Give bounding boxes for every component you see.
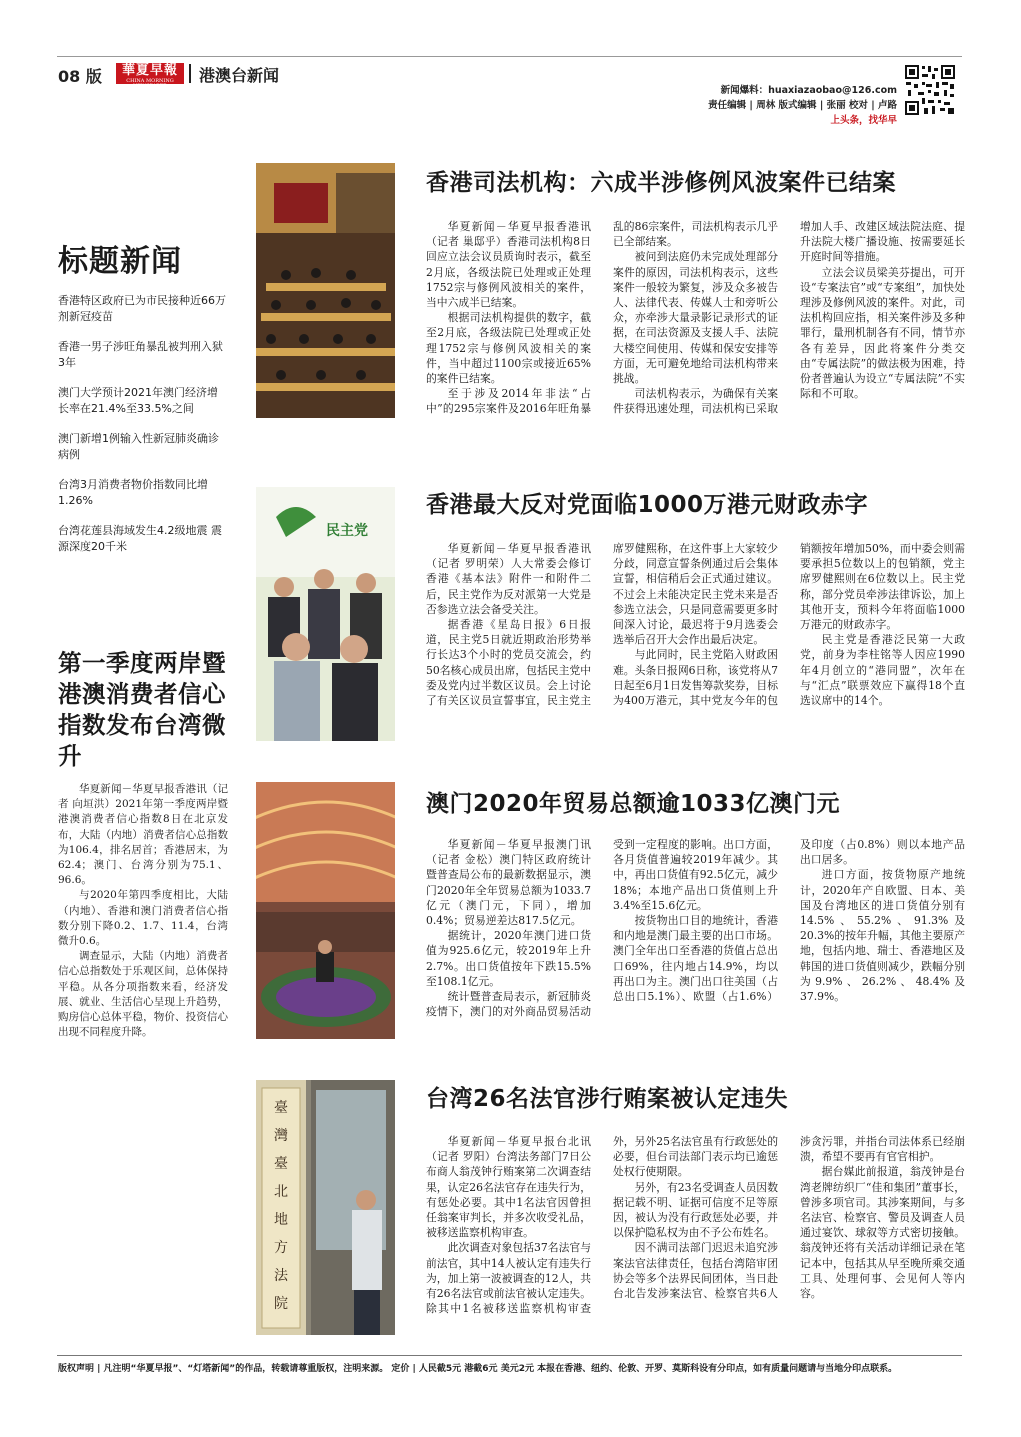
slogan: 上头条，找华早 <box>830 115 897 126</box>
editors-line: 责任编辑 | 周林 版式编辑 | 张丽 校对 | 卢路 <box>708 100 897 111</box>
logo-text: 華夏早報 <box>121 63 178 78</box>
paragraph: 与2020年第四季度相比，大陆（内地）、香港和澳门消费者信心指数分别下降0.2、1.7、11.4，台湾微升0.6。 <box>58 889 228 948</box>
paragraph: 另外，有23名受调查人员因数据记载不明、证据可信度不足等原因，被认为没有行政惩处必要，并以保护隐私权为由不予公布姓名。 <box>613 1180 778 1240</box>
headline-news-title: 标题新闻 <box>58 244 182 279</box>
paragraph: 调查显示，大陆（内地）消费者信心总指数处于乐观区间，总体保持平稳。从各分项指数来看，经济发展、就业、生活信心呈现上升趋势，购房信心总体平稳，物价、投资信心出现不同程度升降。 <box>58 950 228 1039</box>
paragraph: 进口方面，按货物原产地统计，2020年产自欧盟、日本、美国及台湾地区的进口货值分别有14.5%、55.2%、91.3%及20.3%的按年升幅，其他主要原产地，包括内地、瑞士、香港地区及韩国的进口货值则减少，跌幅分别为9.9%、26.2%、48.4%及37.9%。 <box>800 868 965 1004</box>
article-body <box>426 837 965 1052</box>
article-headline: 香港最大反对党面临1000万港元财政赤字 <box>426 492 869 518</box>
paragraph: 华夏新闻－华夏早报香港讯（记者 罗明荣）人大常委会修订香港《基本法》附件一和附件二后，民主党作为反对派第一大党是否参选立法会备受关注。 <box>426 542 591 616</box>
court-sign-char: 臺 <box>274 1100 288 1116</box>
feature-body <box>58 782 228 1040</box>
headline-news-list <box>58 293 228 569</box>
court-sign-char: 法 <box>274 1268 288 1284</box>
paragraph: 民主党是香港泛民第一大政党，前身为李柱铭等人因应1990年4月创立的“港同盟”，次年在与“汇点”联票效应下赢得18个直选议席中的14个。 <box>800 633 965 708</box>
qr-code-icon <box>904 64 956 116</box>
article-headline: 台湾26名法官涉行贿案被认定违失 <box>426 1086 789 1112</box>
court-sign-char: 北 <box>274 1184 288 1200</box>
masthead-info <box>708 83 897 128</box>
paragraph: 华夏新闻－华夏早报澳门讯（记者 金松）澳门特区政府统计暨普查局公布的最新数据显示，澳门2020年全年贸易总额为1033.7亿元（澳门元，下同），增加0.4%；贸易逆差达817.5亿元。 <box>426 838 591 928</box>
article-headline: 香港司法机构：六成半涉修例风波案件已结案 <box>426 170 896 196</box>
paragraph: 根据司法机构提供的数字，截至2月底，各级法院已处理或正处理1752宗与修例风波相关的案件，当中超过1100宗或接近65%的案件已结案。 <box>426 311 591 386</box>
footer-copyright: 版权声明 | 凡注明“华夏早报”、“灯塔新闻”的作品，转载请尊重版权，注明来源。 定价 | 人民截5元 港截6元 美元2元 本报在香港、纽约、伦敦、开罗、莫斯科设有分印点，如有质量问题请与当地分印点联系。 <box>58 1364 898 1374</box>
brief-item[interactable]: 台湾花莲县海域发生4.2级地震 震源深度20千米 <box>58 524 222 553</box>
casino-photo <box>256 782 395 1039</box>
paragraph: 按货物出口目的地统计，香港和内地是澳门最主要的出口市场。澳门全年出口至香港的货值占总出口69%，往内地占14.9%，均以再出口为主。澳门出口往美国（占总出口5.1%）、欧盟（占1.6%）及印度（占0.8%）则以本地产品出口居多。 <box>613 838 965 1004</box>
brief-item[interactable]: 香港特区政府已为市民接种近66万剂新冠疫苗 <box>58 294 226 323</box>
tip-line: 新闻爆料：huaxiazaobao@126.com <box>720 85 897 96</box>
brief-item[interactable]: 香港一男子涉旺角暴乱被判刑入狱3年 <box>58 340 223 369</box>
article-body <box>426 219 965 449</box>
top-rule <box>57 56 962 57</box>
court-sign-char: 臺 <box>274 1156 288 1172</box>
paragraph: 据统计，2020年澳门进口货值为925.6亿元，较2019年上升2.7%。出口货值按年下跌15.5%至108.1亿元。 <box>426 929 591 988</box>
article-body <box>426 1134 965 1349</box>
court-sign-char: 地 <box>274 1212 288 1228</box>
section-divider <box>189 64 191 83</box>
paragraph: 至于涉及2014年非法“占中”的295宗案件及2016年旺角暴乱的86宗案件，司法机构表示几乎已全部结案。 <box>426 220 778 416</box>
footer-rule <box>57 1355 962 1356</box>
feature-headline: 第一季度两岸暨港澳消费者信心指数发布台湾微升 <box>58 649 226 770</box>
paragraph: 华夏新闻－华夏早报台北讯（记者 罗阳）台湾法务部门7日公布商人翁茂钟行贿案第二次调查结果，认定26名法官存在违失行为，有惩处必要。其中1名法官因曾担任翁案审判长，并多次收受礼品，被移送监察机构审查。 <box>426 1135 591 1240</box>
brief-item[interactable]: 台湾3月消费者物价指数同比增1.26% <box>58 478 208 507</box>
newspaper-logo <box>116 63 184 89</box>
paragraph: 华夏新闻－华夏早报香港讯（记者 巢邸乎）香港司法机构8日回应立法会议员质询时表示，截至2月底，各级法院已处理或正处理1752宗与修例风波相关的案件，当中六成半已结案。 <box>426 220 591 310</box>
legco-chamber-photo <box>256 163 395 418</box>
paragraph: 因不满司法部门迟迟未追究涉案法官法律责任，包括台湾陪审团协会等多个法界民间团体，当日赴台北告发涉案法官、检察官共6人涉贪污罪，并指台司法体系已经崩溃，希望不要再有官官相护。 <box>613 1135 965 1301</box>
court-sign-char: 院 <box>274 1296 288 1312</box>
paragraph: 据香港《星岛日报》6日报道，民主党5日就近期政治形势举行长达3个小时的党员交流会，约50名核心成员出席，包括民主党中委及党内过半数区议员。会上讨论了有关区议员宣誓事宜，民主党主席罗健熙称，在这件事上大家较少分歧，同意宣誓条例通过后会集体宣誓，相信稍后会正式通过建议。不过会上未能决定民主党未来是否参选立法会，只是同意需要更多时间深入讨论，最迟将于9月选委会选举后召开大会作出最后决定。 <box>426 542 778 708</box>
democratic-party-photo <box>256 487 395 741</box>
paragraph: 司法机构表示，为确保有关案件获得迅速处理，司法机构已采取增加人手、改建区域法院法庭、提升法院大楼广播设施、按需要延长开庭时间等措施。 <box>613 220 965 416</box>
brief-item[interactable]: 澳门大学预计2021年澳门经济增长率在21.4%至33.5%之间 <box>58 386 218 415</box>
logo-subtext: CHINA MORNING NEWSPAPER <box>126 78 174 89</box>
paragraph: 统计暨普查局表示，新冠肺炎疫情下，澳门的对外商品贸易活动受到一定程度的影响。出口方面，各月货值普遍较2019年减少。其中，再出口货值有92.5亿元，减少18%；本地产品出口货值则上升3.4%至15.6亿元。 <box>426 838 778 1019</box>
brief-item[interactable]: 澳门新增1例输入性新冠肺炎确诊病例 <box>58 432 219 461</box>
paragraph: 与此同时，民主党陷入财政困难。头条日报网6日称，该党将从7日起至6月1日发售筹款奖券，目标为400万港元，其中党友今年的包销额按年增加50%，而中委会则需要承担5位数以上的包销额，党主席罗健熙则在6位数以上。民主党称，部分党员牵涉法律诉讼，加上其他开支，预料今年将面临1000万港元的财政赤字。 <box>613 542 965 708</box>
court-sign-char: 方 <box>274 1240 288 1256</box>
paragraph: 立法会议员梁美芬提出，可开设“专案法官”或“专案组”，加快处理涉及修例风波的案件。对此，司法机构回应指，相关案件涉及多种罪行，量刑机制各有不同，情节亦各有差异，因此将案件分类交由“专属法院”的做法极为困难，持份者普遍认为设立“专属法院”不实际和不可取。 <box>800 265 965 401</box>
paragraph: 华夏新闻－华夏早报香港讯（记者 向垣洪）2021年第一季度两岸暨港澳消费者信心指数8日在北京发布，大陆（内地）消费者信心总指数为106.4，排名居首；香港居末，为62.4；澳门、台湾分别为75.1、96.6。 <box>58 783 228 887</box>
paragraph: 据台媒此前报道，翁茂钟是台湾老牌纺织厂“佳和集团”董事长，曾涉多项官司。其涉案期间，与多名法官、检察官、警员及调查人员通过宴饮、球叙等方式密切接触。翁茂钟还将有关活动详细记录在笔记本中，包括其从早至晚所乘交通工具、处理何事、会见何人等内容。 <box>800 1165 965 1301</box>
paragraph: 此次调查对象包括37名法官与前法官，其中14人被认定有违失行为，加上第一波被调查的12人，共有26名法官或前法官被认定违失。除其中1名被移送监察机构审查外，另外25名法官虽有行政惩处的必要，但台司法部门表示均已逾惩处权行使期限。 <box>426 1135 778 1316</box>
article-headline: 澳门2020年贸易总额逾1033亿澳门元 <box>426 791 841 817</box>
taipei-court-photo <box>256 1080 395 1335</box>
page-number: 08 版 <box>58 67 102 86</box>
party-sign-text: 民主党 <box>326 523 368 539</box>
paragraph: 被问到法庭仍未完成处理部分案件的原因，司法机构表示，这些案件一般较为繁复，涉及众多被告人、法律代表、传媒人士和旁听公众，亦牵涉大量录影记录形式的证据，在司法资源及支援人手、法院大楼空间使用、传媒和保安安排等方面，无可避免地给司法机构带来挑战。 <box>613 250 778 386</box>
article-body <box>426 541 965 741</box>
section-name: 港澳台新闻 <box>199 66 280 85</box>
court-sign-char: 灣 <box>274 1128 288 1144</box>
